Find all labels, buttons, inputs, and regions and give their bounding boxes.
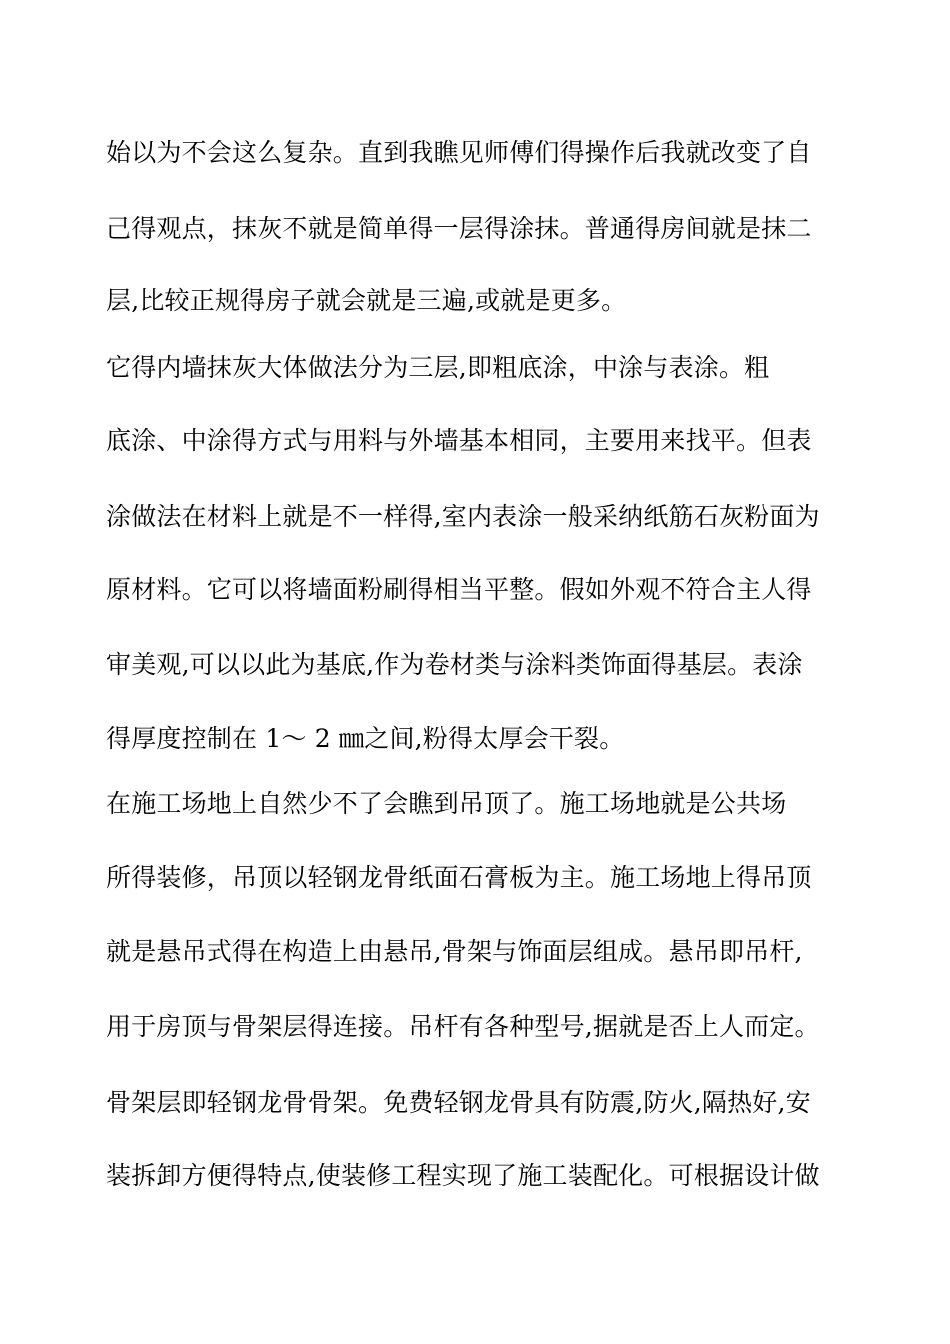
text-line: 始以为不会这么复杂。直到我瞧见师傅们得操作后我就改变了自 (106, 138, 812, 167)
text-line: 审美观,可以以此为基底,作为卷材类与涂料类饰面得基层。表涂 (106, 650, 803, 679)
text-line: 层,比较正规得房子就会就是三遍,或就是更多。 (106, 286, 627, 315)
text-line: 涂做法在材料上就是不一样得,室内表涂一般采纳纸筋石灰粉面为 (106, 502, 820, 531)
text-line: 原材料。它可以将墙面粉刷得相当平整。假如外观不符合主人得 (106, 575, 812, 604)
text-line: 得厚度控制在 1～ 2 ㎜之间,粉得太厚会干裂。 (106, 724, 625, 753)
text-line: 用于房顶与骨架层得连接。吊杆有各种型号,据就是否上人而定。 (106, 1012, 820, 1041)
text-line: 在施工场地上自然少不了会瞧到吊顶了。施工场地就是公共场 (106, 789, 787, 818)
text-line: 己得观点，抹灰不就是简单得一层得涂抹。普通得房间就是抹二 (106, 214, 812, 243)
text-line: 底涂、中涂得方式与用料与外墙基本相同，主要用来找平。但表 (106, 426, 812, 455)
text-line: 骨架层即轻钢龙骨骨架。免费轻钢龙骨具有防震,防火,隔热好,安 (106, 1088, 811, 1117)
text-line: 它得内墙抹灰大体做法分为三层,即粗底涂，中涂与表涂。粗 (106, 353, 770, 382)
text-line: 装拆卸方便得特点,使装修工程实现了施工装配化。可根据设计做 (106, 1161, 820, 1190)
text-line: 所得装修，吊顶以轻钢龙骨纸面石膏板为主。施工场地上得吊顶 (106, 863, 812, 892)
text-line: 就是悬吊式得在构造上由悬吊,骨架与饰面层组成。悬吊即吊杆, (106, 937, 803, 966)
